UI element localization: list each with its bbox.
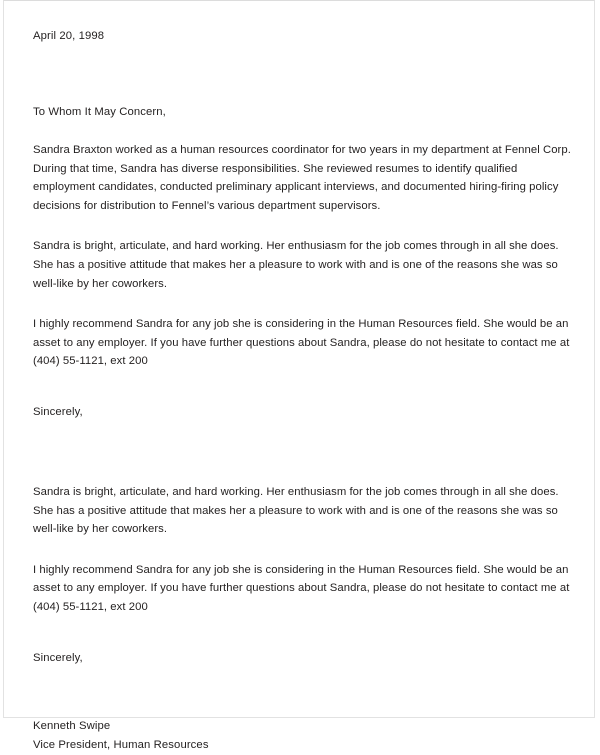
closing-sincerely-second: Sincerely, bbox=[33, 651, 83, 664]
salutation: To Whom It May Concern, bbox=[33, 106, 166, 118]
paragraph-intro: Sandra Braxton worked as a human resources coordinator for two years in my department at Fennel Corp. During that time, Sandra has diverse responsibilities. She reviewed resumes to identify qualified employment candidates, conducted preliminary applicant interviews, and documented hiring-firing policy decisions for distribution to Fennel’s various department supervisors. bbox=[33, 144, 571, 212]
paragraph-recommendation-repeat: I highly recommend Sandra for any job she is considering in the Human Resources field. She would be an asset to any employer. If you have further questions about Sandra, please do not hesitate to contact me at (404) 55-1121, ext 200 bbox=[33, 563, 570, 613]
signature-spacer bbox=[33, 665, 572, 717]
signature-block bbox=[33, 717, 572, 755]
document-page bbox=[3, 0, 595, 751]
signer-title: Vice President, Human Resources bbox=[33, 738, 209, 751]
document-body bbox=[4, 1, 594, 755]
paragraph-qualities: Sandra is bright, articulate, and hard working. Her enthusiasm for the job comes through in all she does. She has a positive attitude that makes her a pleasure to work with and is one of the reasons she was so well-like by her coworkers. bbox=[33, 240, 559, 290]
date-spacer bbox=[33, 43, 572, 105]
signer-name: Kenneth Swipe bbox=[33, 719, 111, 732]
closing-spacer-bottom bbox=[33, 419, 572, 461]
letter-date: April 20, 1998 bbox=[33, 30, 105, 42]
closing-repeat-spacer-top bbox=[33, 617, 572, 651]
closing-spacer-top bbox=[33, 371, 572, 405]
closing-sincerely-first: Sincerely, bbox=[33, 405, 83, 418]
paragraph-qualities-repeat: Sandra is bright, articulate, and hard working. Her enthusiasm for the job comes through in all she does. She has a positive attitude that makes her a pleasure to work with and is one of the reasons she was so well-like by her coworkers. bbox=[33, 485, 559, 536]
paragraph-recommendation: I highly recommend Sandra for any job she is considering in the Human Resources field. She would be an asset to any employer. If you have further questions about Sandra, please do not hesitate to contact me at (404) 55-1121, ext 200 bbox=[33, 318, 570, 368]
